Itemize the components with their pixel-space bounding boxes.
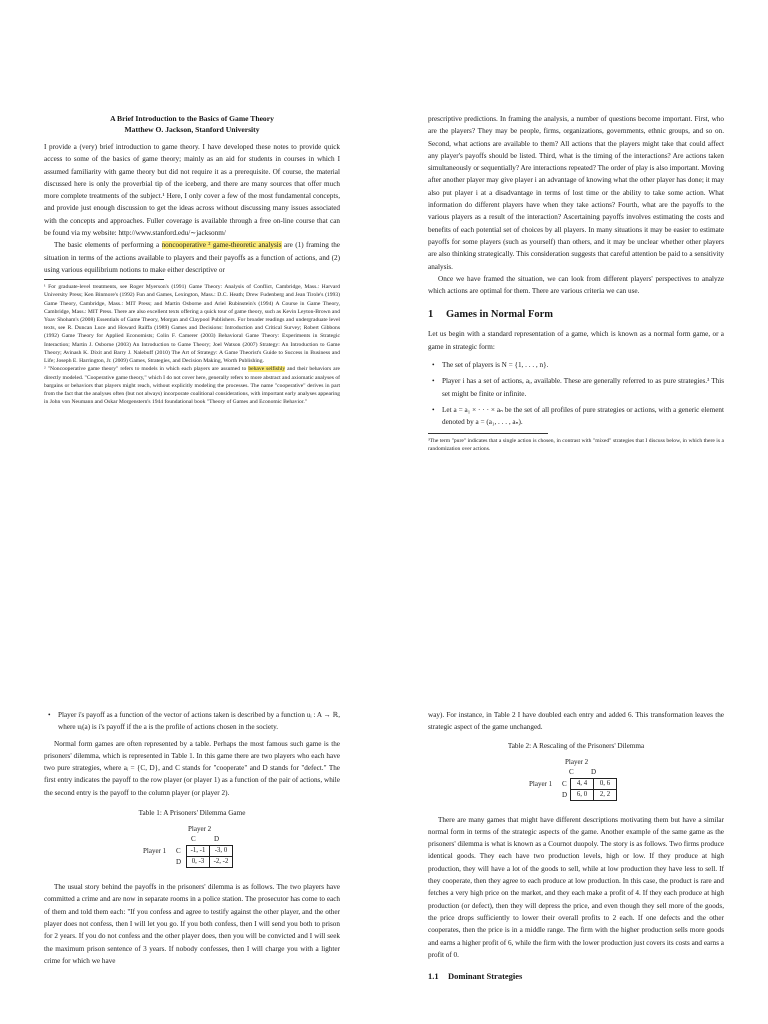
column-header: D: [591, 767, 597, 776]
row-header: C: [562, 779, 567, 788]
highlight-behave-selfishly[interactable]: behave selfishly: [248, 366, 286, 373]
row-player-label: Player 1: [529, 779, 553, 788]
column-header: C: [191, 835, 196, 844]
row-header: D: [176, 858, 182, 867]
payoff-matrix: [186, 845, 233, 868]
footnote-2: ² "Noncooperative game theory" refers to models in which each players are assumed to behave selfishly and their behaviors are directly modeled. "Cooperative game theory," which I do not cover here, generally refers to more abstract and axiomatic analyses of bargains or behaviors that players might reach, without explicitly modeling the processes. The name "cooperative" derives in part from the fact that the analyses often (but not always) incorporate coalitional considerations, with important early analyses appearing in John von Neumann and Oskar Morgenstern's 1944 foundational book "Theory of Games and Economic Behavior.": [44, 366, 341, 406]
row-player-label: Player 1: [143, 847, 167, 856]
page-4: [384, 512, 768, 1024]
table-2: [428, 758, 724, 814]
column-header: D: [214, 835, 220, 844]
table-2-caption: Table 2: A Rescaling of the Prisoners' Dilemma: [507, 741, 645, 750]
column-player-label: Player 2: [188, 825, 212, 834]
row-header: D: [562, 790, 568, 799]
list-item: • The set of players is N = {1, . . . , n}.: [432, 361, 549, 370]
payoff-cell: -1, -1: [187, 846, 210, 857]
payoff-cell: 0, -3: [187, 857, 210, 868]
highlight-noncooperative[interactable]: noncooperative ² game-theoretic analysis: [161, 241, 282, 250]
payoff-cell: -3, 0: [210, 846, 233, 857]
payoff-cell: -2, -2: [210, 857, 233, 868]
list-item: • Let a = a₁ × · · · × aₙ be the set of all profiles of pure strategies or actions, with a generic element denoted by a = (a₁, . . . , aₙ).: [432, 405, 724, 427]
subsection-heading: 1.1 Dominant Strategies: [428, 971, 523, 982]
elements-paragraph: The basic elements of performing a noncooperative ² game-theoretic analysis are (1) framing the situation in terms of the actions available to players and their payoffs as a function of actions, and (2) using various equilibrium notions to make either descriptive or: [44, 241, 340, 274]
paper-author: Matthew O. Jackson, Stanford University: [124, 125, 260, 134]
column-header: C: [569, 767, 574, 776]
table-1: [44, 825, 340, 881]
section-heading: 1 Games in Normal Form: [428, 309, 554, 321]
list-item: • Player i's payoff as a function of the vector of actions taken is described by a function uᵢ : A → ℝ, where uᵢ(a) is i's payoff if the a is the profile of actions chosen in the society.: [48, 711, 340, 732]
definition-list: [428, 359, 724, 428]
intro-paragraph: I provide a (very) brief introduction to game theory. I have developed these notes to provide quick access to some of the basics of game theory; mainly as an aid for students in courses in which I assumed familiarity with game theory but did not require it as a prerequisite. Of course, the material discussed here is only the proverbial tip of the iceberg, and there are many sources that offer much more complete treatments of the subject.¹ Here, I only cover a few of the most fundamental concepts, and provide just enough discussion to get the ideas across without discussing many issues associated with the concepts and approaches. Fuller coverage is available through a free on-line course that can be found via my website: http://www.stanford.edu/∼jacksonm/: [44, 143, 340, 238]
payoff-cell: 2, 2: [594, 789, 617, 800]
page-3: [0, 512, 384, 1024]
footnote-rule: [44, 279, 164, 280]
rescaling-paragraph: way). For instance, in Table 2 I have doubled each entry and added 6. This transformation leaves the strategic aspect of the game unchanged.: [428, 711, 724, 732]
footnote-rule: [428, 433, 548, 434]
footnote-3: ³The term "pure" indicates that a single action is chosen, in contrast with "mixed" strategies that I discuss below, in which there is a randomization over actions.: [428, 437, 724, 452]
definition-list: [44, 709, 340, 734]
story-paragraph: The usual story behind the payoffs in the prisoners' dilemma is as follows. The two players have committed a crime and are now in separate rooms in a police station. The prosecutor has come to each of them and told them each: "If you confess and agree to testify against the other player, and the other player does not confess, then I will let you go. If you both confess, then I will send you both to prison for 2 years. If you do not confess and the other player does, then you will be convicted and I will seek the maximum prison sentence of 3 years. If nobody confesses, then I will charge you with a lighter crime for which we have: [44, 883, 340, 965]
payoff-cell: 0, 6: [594, 778, 617, 789]
column-player-label: Player 2: [565, 757, 589, 766]
paper-title: A Brief Introduction to the Basics of Game Theory: [110, 114, 274, 123]
payoff-matrix: [570, 778, 617, 801]
payoff-cell: 6, 0: [571, 789, 594, 800]
perspectives-paragraph: Once we have framed the situation, we can look from different players' perspectives to analyze which actions are optimal for them. There are various criteria we can use.: [428, 274, 724, 296]
page-2: [384, 0, 768, 512]
row-header: C: [176, 847, 181, 856]
payoff-cell: 4, 4: [571, 778, 594, 789]
list-item: • Player i has a set of actions, aᵢ, available. These are generally referred to as pure strategies.³ This set might be finite or infinite.: [432, 377, 724, 398]
table-intro-paragraph: Normal form games are often represented by a table. Perhaps the most famous such game is the prisoners' dilemma, which is represented in Table 1. In this game there are two players who each have two pure strategies, where aᵢ = {C, D}, and C stands for "cooperate" and D stands for "defect." The first entry indicates the payoff to the row player (or player 1) as a function of the pair of actions, while the second entry is the payoff to the column player (or player 2).: [44, 739, 340, 797]
footnote-1: ¹ For graduate-level treatments, see Roger Myerson's (1991) Game Theory: Analysis of Conflict, Cambridge, Mass.: Harvard University Press; Ken Binmore's (1992) Fun and Games, Lexington, Mass.: D.C. Heath; Drew Fudenberg and Jean Tirole's (1993) Game Theory, Cambridge, Mass.: MIT Press; and Martin Osborne and Ariel Rubinstein's (1994) A Course in Game Theory, Cambridge, Mass.: MIT Press. There are also excellent texts offering a quick tour of game theory, such as Kevin Leyton-Brown and Yoav Shoham's (2008) Essentials of Game Theory, Morgan and Claypool Publishers. For broader readings and undergraduate level texts, see R. Duncan Luce and Howard Raiffa (1989) Games and Decisions: Introduction and Critical Survey; Robert Gibbons (1992) Game Theory for Applied Economists; Colin F. Camerer (2003) Behavioral Game Theory: Experiments in Strategic Interaction; Martin J. Osborne (2003) An Introduction to Game Theory; Joel Watson (2007) Strategy: An Introduction to Game Theory; Avinash K. Dixit and Barry J. Nalebuff (2010) The Art of Strategy: A Game Theorist's Guide to Success in Business and Life; Joseph E. Harrington, Jr. (2009) Games, Strategies, and Decision Making, Worth Publishing.: [44, 284, 340, 365]
normal-form-intro: Let us begin with a standard representation of a game, which is known as a normal form game, or a game in strategic form:: [428, 330, 724, 351]
table-1-caption: Table 1: A Prisoners' Dilemma Game: [138, 809, 246, 818]
cournot-paragraph: There are many games that might have different descriptions motivating them but have a similar normal form in terms of the strategic aspects of the game. Another example of the same game as the prisoners' dilemma is what is known as a Cournot duopoly. The story is as follows. Two firms produce identical goods. They each have two production levels, high or low. If they produce at high production, they will have a lot of the goods to sell, while at low production they have less to sell. If they cooperate, then they agree to each produce at low production. In this case, the product is rare and fetches a very high price on the market, and they each make a profit of 4. If they each produce at high production (or defect), then they will depress the price, and even though they sell more of the goods, the price drops sufficiently to lower their overall profits to 2 each. If one defects and the other cooperates, then the price is in a middle range. The firm with the higher production sells more goods and earns a higher profit of 6, while the firm with the lower production just covers its costs and earns a profit of 0.: [428, 815, 724, 959]
page-1: [0, 0, 384, 512]
framing-paragraph: prescriptive predictions. In framing the analysis, a number of questions become important. First, who are the players? They may be people, firms, organizations, governments, ethnic groups, and so on. Second, what actions are available to them? All actions that the players might take that could affect any player's payoffs should be listed. Third, what is the timing of the interactions? Are actions taken simultaneously or sequentially? Are interactions repeated? The order of play is also important. Moving after another player may give player i an advantage of knowing what the other player has done; it may also put player i at a disadvantage in terms of lost time or the ability to take some action. What information do different players have when they take actions? Fourth, what are the payoffs to the various players as a result of the interaction? Ascertaining payoffs involves estimating the costs and benefits of each potential set of choices by all players. In many situations it may be easier to estimate payoffs for some players (such as yourself) than others, and it may be unclear whether other players are also thinking strategically. This consideration suggests that careful attention be paid to a sensitivity analysis.: [428, 115, 724, 271]
